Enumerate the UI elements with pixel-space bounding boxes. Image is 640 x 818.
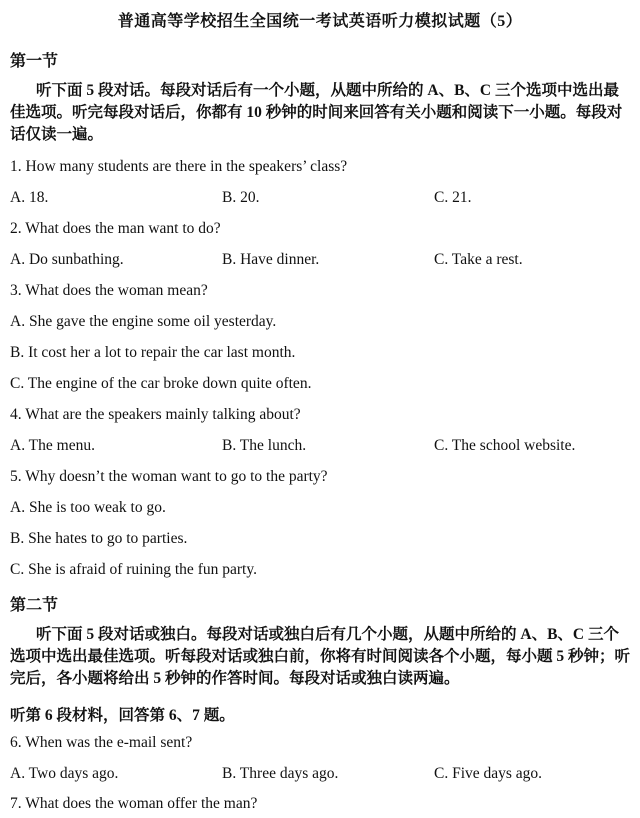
section2-instructions: 听下面 5 段对话或独白。每段对话或独白后有几个小题，从题中所给的 A、B、C 三个选项中选出最佳选项。听每段对话或独白前，你将有时间阅读各个小题，每小题 5 秒钟；听完后，各小题将给出 5 秒钟的作答时间。每段对话或独白读两遍。 <box>10 626 631 687</box>
page-title: 普通高等学校招生全国统一考试英语听力模拟试题（5） <box>117 13 523 30</box>
question-4: 4. What are the speakers mainly talking about? <box>10 406 301 423</box>
option-c: C. 21. <box>434 189 472 206</box>
option-a: A. 18. <box>10 189 49 206</box>
question-6-options <box>10 765 630 787</box>
option-b: B. It cost her a lot to repair the car last month. <box>10 344 296 361</box>
option-b: B. She hates to go to parties. <box>10 530 188 547</box>
question-7: 7. What does the woman offer the man? <box>10 795 258 812</box>
question-4-options <box>10 437 630 459</box>
section1-heading: 第一节 <box>10 53 59 70</box>
option-c: C. The school website. <box>434 437 576 454</box>
question-6: 6. When was the e-mail sent? <box>10 734 193 751</box>
option-b: B. The lunch. <box>222 437 307 454</box>
option-c: C. She is afraid of ruining the fun party. <box>10 561 257 578</box>
option-a: A. The menu. <box>10 437 95 454</box>
option-a: A. She is too weak to go. <box>10 499 166 516</box>
section2-heading: 第二节 <box>10 597 59 614</box>
option-a: A. She gave the engine some oil yesterday. <box>10 313 277 330</box>
option-c: C. The engine of the car broke down quite often. <box>10 375 312 392</box>
question-1: 1. How many students are there in the speakers’ class? <box>10 158 348 175</box>
material-6-heading: 听第 6 段材料，回答第 6、7 题。 <box>10 707 235 724</box>
option-c: C. Take a rest. <box>434 251 523 268</box>
option-a: A. Two days ago. <box>10 765 119 782</box>
option-c: C. Five days ago. <box>434 765 543 782</box>
option-a: A. Do sunbathing. <box>10 251 124 268</box>
question-5: 5. Why doesn’t the woman want to go to the party? <box>10 468 328 485</box>
question-3: 3. What does the woman mean? <box>10 282 208 299</box>
option-b: B. Three days ago. <box>222 765 339 782</box>
option-b: B. Have dinner. <box>222 251 320 268</box>
section1-instructions: 听下面 5 段对话。每段对话后有一个小题，从题中所给的 A、B、C 三个选项中选出最佳选项。听完每段对话后，你都有 10 秒钟的时间来回答有关小题和阅读下一小题。每段对话仅读一遍。 <box>10 82 623 143</box>
option-b: B. 20. <box>222 189 260 206</box>
question-2: 2. What does the man want to do? <box>10 220 221 237</box>
question-2-options <box>10 251 630 273</box>
question-1-options <box>10 189 630 211</box>
